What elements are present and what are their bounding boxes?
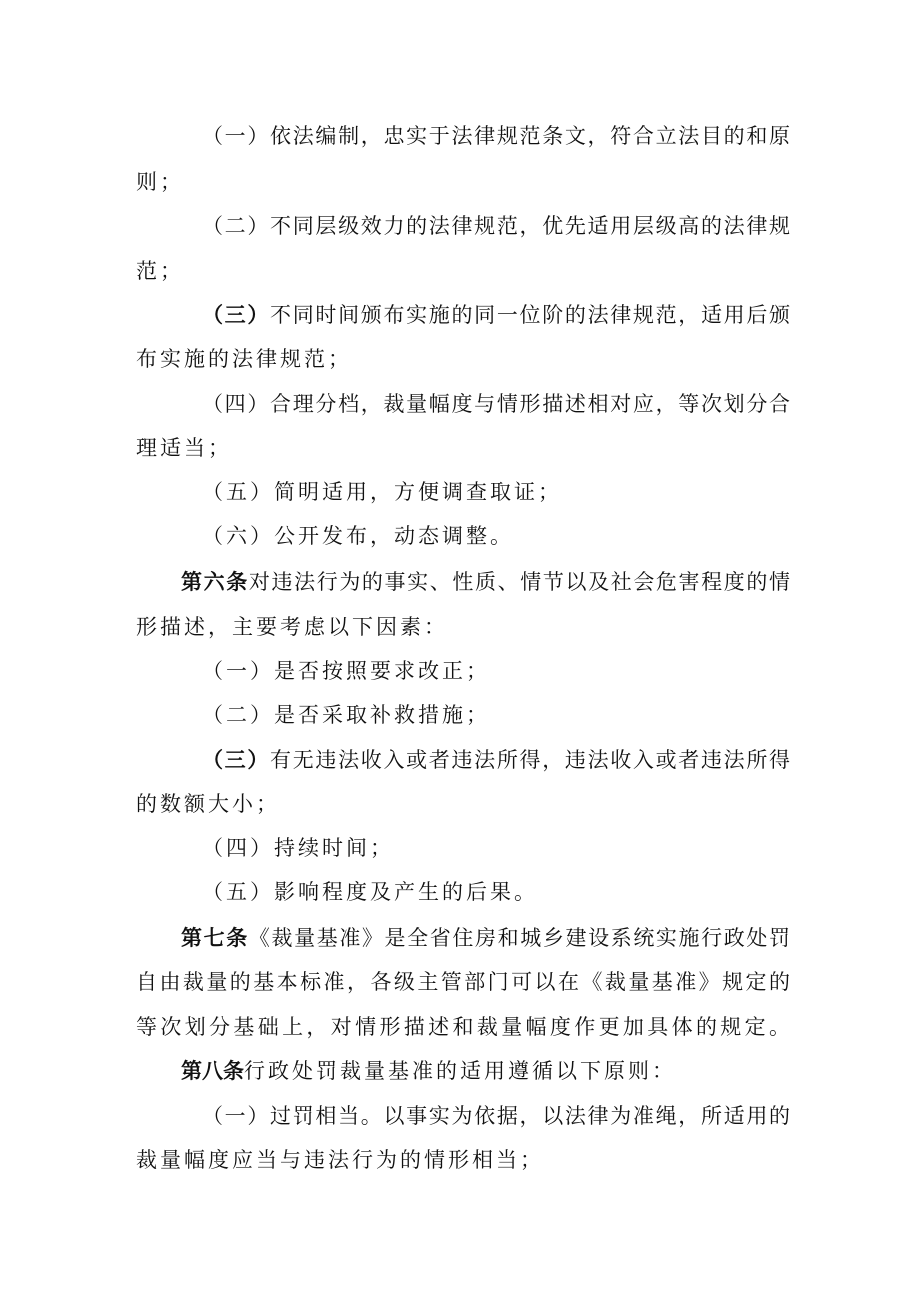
paragraph-line: （五）简明适用，方便调查取证； — [202, 480, 562, 504]
article-line: 第六条对违法行为的事实、性质、情节以及社会危害程度的情 — [181, 570, 791, 594]
paragraph-line: （四）合理分档，裁量幅度与情形描述相对应，等次划分合 — [202, 392, 790, 416]
paragraph-line: 自由裁量的基本标准，各级主管部门可以在《裁量基准》规定的 — [136, 970, 790, 994]
item-number: （三） — [202, 303, 271, 327]
article-number: 第六条 — [181, 570, 249, 594]
article-number: 第八条 — [181, 1059, 244, 1083]
paragraph-line: （六）公开发布，动态调整。 — [202, 524, 514, 548]
article-number: 第七条 — [181, 926, 249, 950]
paragraph-line: 范； — [136, 259, 184, 283]
paragraph-line: （四）持续时间； — [202, 836, 394, 860]
paragraph-line: （三）不同时间颁布实施的同一位阶的法律规范，适用后颁 — [202, 303, 791, 327]
paragraph-line: 则； — [136, 170, 184, 194]
article-line: 第八条行政处罚裁量基准的适用遵循以下原则： — [181, 1059, 676, 1083]
paragraph-line: （五）影响程度及产生的后果。 — [202, 880, 538, 904]
paragraph-line: 理适当； — [136, 436, 232, 460]
article-line: 第七条《裁量基准》是全省住房和城乡建设系统实施行政处罚 — [181, 926, 791, 950]
paragraph-line: 的数额大小； — [136, 792, 280, 816]
paragraph-line: 等次划分基础上，对情形描述和裁量幅度作更加具体的规定。 — [136, 1015, 790, 1039]
paragraph-line: 裁量幅度应当与违法行为的情形相当； — [136, 1148, 544, 1172]
paragraph-line: 形描述，主要考虑以下因素： — [136, 615, 448, 639]
paragraph-line: （二）是否采取补救措施； — [202, 703, 490, 727]
item-number: （三） — [202, 748, 271, 772]
paragraph-line: （一）过罚相当。以事实为依据，以法律为准绳，所适用的 — [202, 1104, 790, 1128]
paragraph-line: （一）依法编制，忠实于法律规范条文，符合立法目的和原 — [202, 124, 790, 148]
paragraph-line: 布实施的法律规范； — [136, 347, 352, 371]
paragraph-line: （一）是否按照要求改正； — [202, 659, 490, 683]
paragraph-line: （二）不同层级效力的法律规范，优先适用层级高的法律规 — [202, 214, 790, 238]
paragraph-line: （三）有无违法收入或者违法所得，违法收入或者违法所得 — [202, 748, 791, 772]
